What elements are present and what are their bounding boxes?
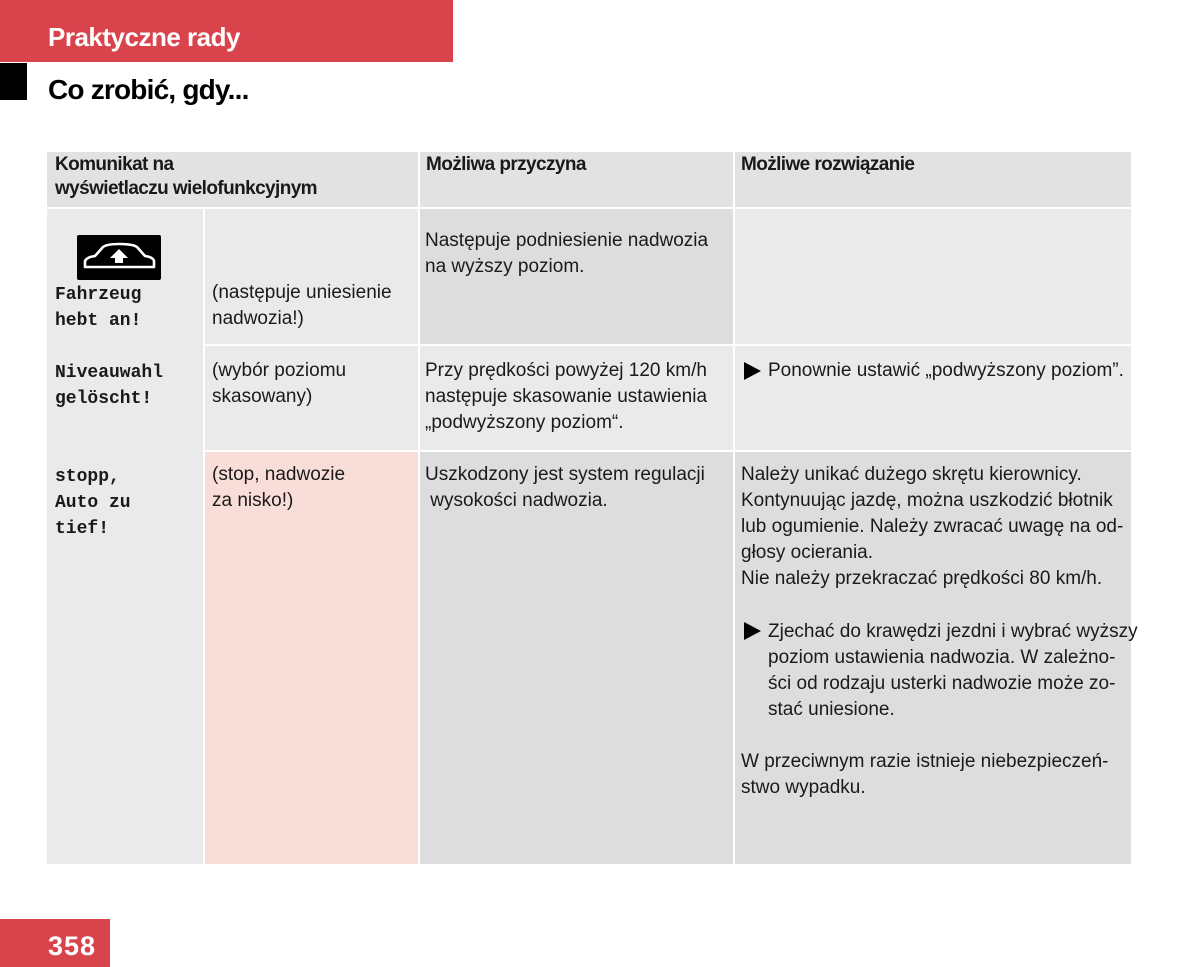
row3-solution-intro-line3: lub ogumienie. Należy zwracać uwagę na od-	[741, 516, 1124, 537]
row3-cause-line2: wysokości nadwozia.	[425, 490, 608, 511]
row1-translation-line1: (następuje uniesienie	[212, 282, 392, 303]
row1-cause-line1: Następuje podniesienie nadwozia	[425, 230, 709, 251]
row3-solution-step-line2: poziom ustawienia nadwozia. W zależno-	[768, 647, 1116, 668]
column-header-cause-label: Możliwa przyczyna	[426, 154, 586, 175]
column-header-cause	[420, 152, 733, 207]
row2-message-line2: gelöscht!	[55, 389, 153, 409]
row3-solution-warning-line2: stwo wypadku.	[741, 777, 866, 798]
row1-translation-line2: nadwozia!)	[212, 308, 304, 329]
row1-solution-cell	[735, 209, 1131, 344]
section-title: Praktyczne rady	[48, 22, 240, 52]
row2-translation-line2: skasowany)	[212, 386, 313, 407]
row3-message-line2: Auto zu	[55, 493, 131, 513]
section-marker	[0, 63, 27, 100]
row3-solution-intro-line5: Nie należy przekraczać prędkości 80 km/h.	[741, 568, 1103, 589]
page-title: Co zrobić, gdy...	[48, 74, 249, 105]
step-arrow-icon	[744, 362, 761, 380]
row3-message-line1: stopp,	[55, 467, 120, 487]
row3-solution-step-line1: Zjechać do krawędzi jezdni i wybrać wyższy	[768, 621, 1138, 642]
page-number: 358	[48, 931, 97, 961]
column-header-message	[47, 152, 418, 207]
row3-cause-line1: Uszkodzony jest system regulacji	[425, 464, 705, 485]
column-header-solution-label: Możliwe rozwiązanie	[741, 154, 915, 175]
row3-solution-intro-line1: Należy unikać dużego skrętu kierownicy.	[741, 464, 1082, 485]
row2-cause-line2: następuje skasowanie ustawienia	[425, 386, 708, 407]
row3-solution-intro-line4: głosy ocierania.	[741, 542, 874, 563]
row2-translation-line1: (wybór poziomu	[212, 360, 347, 381]
section-tab	[0, 0, 453, 62]
row3-translation-line2: za nisko!)	[212, 490, 294, 511]
page-number-badge	[0, 919, 110, 967]
row3-solution-intro-line2: Kontynuując jazdę, można uszkodzić błotnik	[741, 490, 1113, 511]
row3-message-line3: tief!	[55, 519, 110, 539]
row1-message-line2: hebt an!	[55, 311, 142, 331]
row3-solution-step-line4: stać uniesione.	[768, 699, 895, 720]
column-header-message-line2: wyświetlaczu wielofunkcyjnym	[55, 178, 317, 199]
row3-translation-line1: (stop, nadwozie	[212, 464, 346, 485]
car-raise-icon	[77, 235, 161, 280]
row1-message-line1: Fahrzeug	[55, 285, 142, 305]
row3-solution-step-line3: ści od rodzaju usterki nadwozie może zo-	[768, 673, 1116, 694]
row1-cause-line2: na wyższy poziom.	[425, 256, 585, 277]
row2-solution-step: Ponownie ustawić „podwyższony poziom”.	[768, 360, 1124, 381]
column-header-message-line1: Komunikat na	[55, 154, 174, 175]
row2-message-line1: Niveauwahl	[55, 363, 164, 383]
row2-cause-line3: „podwyższony poziom“.	[425, 412, 624, 433]
column-header-solution	[735, 152, 1131, 207]
row3-solution-warning-line1: W przeciwnym razie istnieje niebezpieczeń-	[741, 751, 1109, 772]
row2-cause-line1: Przy prędkości powyżej 120 km/h	[425, 360, 707, 381]
step-arrow-icon	[744, 622, 761, 640]
